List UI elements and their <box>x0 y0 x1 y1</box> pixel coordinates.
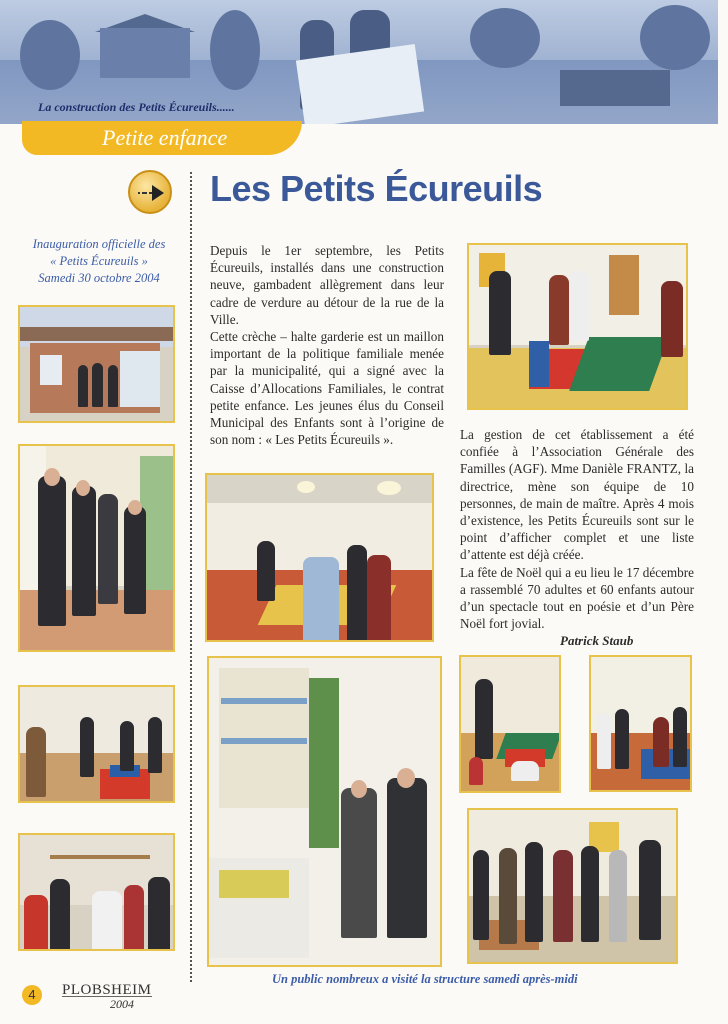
article-body-col2 <box>460 426 694 632</box>
paragraph: La gestion de cet établissement a été confiée à l’Association Générale des Familles (AGF). Mme Danièle FRANTZ, la directrice, mène son équipe de 10 personnes, de main de maître. Après 4 mois d’existence, les Petits Écureuils sont sur le point d’afficher complet et une liste d’attente est déjà créée. <box>460 427 694 563</box>
banner-caption: La construction des Petits Écureuils...... <box>38 100 235 114</box>
page-number: 4 <box>22 985 42 1005</box>
article-body-col1 <box>210 242 444 448</box>
publication-town: PLOBSHEIM <box>62 982 152 998</box>
photo-playroom-visit <box>18 685 175 803</box>
publication-year: 2004 <box>110 997 134 1011</box>
arrow-right-icon <box>128 170 172 214</box>
photo-crowd-hall <box>18 833 175 951</box>
paragraph: Cette crèche – halte garderie est un maillon important de la politique familiale menée par la municipalité, qui a signé avec la Caisse d’Allocations Familiales, le contrat petite enfance. Les jeunes élus du Conseil Municipal des Enfants sont à l’origine de son nom : « Les Petits Écureuils ». <box>210 329 444 448</box>
section-label <box>22 121 302 155</box>
paragraph: La fête de Noël qui a eu lieu le 17 décembre a rassemblé 70 adultes et 60 enfants autour d’un spectacle tout en poésie et d’un Père Noël fort jovial. <box>460 564 694 632</box>
inauguration-line: Inauguration officielle des <box>32 237 166 251</box>
photo-slide-children <box>459 655 561 793</box>
footer-rule <box>62 996 152 997</box>
inauguration-line: Samedi 30 octobre 2004 <box>38 271 160 285</box>
inauguration-caption <box>14 236 184 287</box>
photo-main-hall <box>205 473 434 642</box>
author-signature: Patrick Staub <box>560 633 634 648</box>
photo-playroom-slide <box>467 243 688 410</box>
photo-changing-room <box>207 656 442 967</box>
photo-group-playroom <box>589 655 692 792</box>
section-label-text: Petite enfance <box>102 125 228 150</box>
inauguration-line: « Petits Écureuils » <box>50 254 148 268</box>
photo-ribbon-ceremony <box>18 444 175 652</box>
photo-building-entrance <box>18 305 175 423</box>
photo-visitors-group <box>467 808 678 964</box>
paragraph: Depuis le 1er septembre, les Petits Écureuils, installés dans une construction neuve, gambadent allègrement dans leur cadre de verdure au détour de la rue de la Ville. <box>210 243 444 327</box>
photo-caption: Un public nombreux a visité la structure samedi après-midi <box>272 972 578 986</box>
column-divider <box>190 172 192 982</box>
article-title: Les Petits Écureuils <box>210 168 543 209</box>
